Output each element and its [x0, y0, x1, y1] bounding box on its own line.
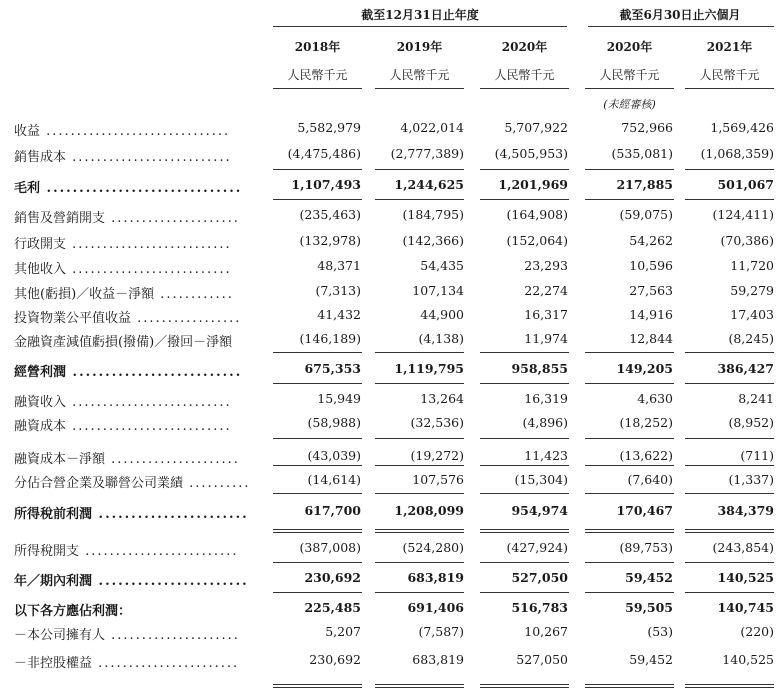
row-label — [14, 472, 262, 491]
cell-value: (15,304) — [514, 472, 568, 487]
row-label-text: 行政開支 — [14, 237, 67, 252]
table-rule — [480, 169, 569, 170]
leader-dots: ....................... — [92, 574, 249, 589]
table-rule — [585, 529, 674, 530]
cell-value: 170,467 — [616, 503, 673, 518]
table-rule — [685, 684, 774, 685]
cell-value: 5,582,979 — [297, 120, 361, 135]
cell-value: 958,855 — [511, 361, 568, 376]
cell-value: (7,313) — [315, 283, 361, 298]
row-label — [14, 503, 262, 522]
cell-value: 691,406 — [407, 600, 464, 615]
table-rule — [480, 562, 569, 563]
cell-value: (152,064) — [506, 233, 568, 248]
table-rule — [585, 684, 674, 685]
table-rule — [480, 592, 569, 593]
column-unit: 人民幣千元 — [389, 68, 450, 82]
cell-value: (13,622) — [619, 448, 673, 463]
cell-value: 44,900 — [420, 307, 464, 322]
row-label-text: 融資成本 — [14, 419, 67, 434]
cell-value: 17,403 — [730, 307, 774, 322]
row-label — [14, 540, 262, 559]
row-label-text: 銷售及營銷開支 — [14, 211, 106, 226]
leader-dots: .......................... — [66, 395, 232, 410]
table-rule — [685, 465, 774, 466]
cell-value: 149,205 — [616, 361, 673, 376]
cell-value: (53) — [647, 624, 673, 639]
cell-value: (7,640) — [627, 472, 673, 487]
row-label-text: 經營利潤 — [14, 365, 67, 380]
cell-value: (8,245) — [728, 331, 774, 346]
cell-value: (146,189) — [299, 331, 361, 346]
table-rule — [685, 529, 774, 530]
cell-value: (387,008) — [299, 540, 361, 555]
row-label — [14, 600, 262, 619]
cell-value: (142,366) — [402, 233, 464, 248]
table-rule — [585, 493, 674, 494]
table-rule — [375, 592, 464, 593]
cell-value: 48,371 — [317, 258, 361, 273]
cell-value: (14,614) — [307, 472, 361, 487]
table-rule — [273, 465, 362, 466]
column-year: 2021年 — [706, 40, 753, 54]
leader-dots: ................. — [131, 311, 242, 326]
unit-underline — [480, 88, 569, 89]
table-rule — [480, 687, 569, 688]
table-rule — [585, 199, 674, 200]
cell-value: (59,075) — [619, 207, 673, 222]
cell-value: (132,978) — [299, 233, 361, 248]
table-rule — [685, 199, 774, 200]
cell-value: (1,068,359) — [700, 146, 774, 161]
table-rule — [273, 493, 362, 494]
cell-value: 54,435 — [420, 258, 464, 273]
cell-value: (43,039) — [307, 448, 361, 463]
cell-value: (524,280) — [402, 540, 464, 555]
leader-dots: ..................... — [105, 628, 240, 643]
column-unit: 人民幣千元 — [599, 68, 660, 82]
cell-value: 59,279 — [730, 283, 774, 298]
table-rule — [685, 687, 774, 688]
table-rule — [585, 352, 674, 353]
table-rule — [480, 465, 569, 466]
cell-value: 386,427 — [717, 361, 774, 376]
table-rule — [585, 687, 674, 688]
cell-value: 140,525 — [717, 570, 774, 585]
cell-value: 59,452 — [629, 652, 673, 667]
cell-value: (235,463) — [299, 207, 361, 222]
table-rule — [585, 438, 674, 439]
column-unit: 人民幣千元 — [287, 68, 348, 82]
group-header-interim: 截至6月30日止六個月 — [619, 8, 741, 22]
cell-value: (32,536) — [410, 415, 464, 430]
table-rule — [685, 169, 774, 170]
table-rule — [480, 383, 569, 384]
row-label-text: －非控股權益 — [14, 656, 93, 671]
cell-value: 15,949 — [317, 391, 361, 406]
cell-value: 11,974 — [524, 331, 568, 346]
table-rule — [685, 438, 774, 439]
cell-value: (427,924) — [506, 540, 568, 555]
leader-dots: .......................... — [66, 365, 243, 380]
row-label — [14, 146, 262, 165]
cell-value: 12,844 — [629, 331, 673, 346]
row-label-text: 所得稅開支 — [14, 544, 80, 559]
cell-value: 384,379 — [717, 503, 774, 518]
cell-value: 10,267 — [524, 624, 568, 639]
row-label-text: 銷售成本 — [14, 150, 67, 165]
table-rule — [480, 352, 569, 353]
cell-value: (4,505,953) — [494, 146, 568, 161]
leader-dots: .......................... — [66, 419, 232, 434]
cell-value: 16,317 — [524, 307, 568, 322]
leader-dots: .......... — [183, 476, 251, 491]
unit-underline — [273, 88, 362, 89]
cell-value: (243,854) — [712, 540, 774, 555]
leader-dots: ..................... — [105, 211, 240, 226]
table-rule — [685, 383, 774, 384]
cell-value: 27,563 — [629, 283, 673, 298]
cell-value: 1,569,426 — [710, 120, 774, 135]
cell-value: 230,692 — [309, 652, 361, 667]
table-rule — [480, 529, 569, 530]
table-rule — [273, 383, 362, 384]
cell-value: 1,119,795 — [394, 361, 464, 376]
table-rule — [273, 684, 362, 685]
cell-value: 11,423 — [524, 448, 568, 463]
row-label-text: 其他(虧損)／收益－淨額 — [14, 287, 155, 302]
cell-value: 675,353 — [304, 361, 361, 376]
row-label — [14, 391, 262, 410]
cell-value: 752,966 — [621, 120, 673, 135]
table-rule — [375, 532, 464, 533]
table-rule — [375, 529, 464, 530]
cell-value: (124,411) — [712, 207, 774, 222]
column-unit: 人民幣千元 — [699, 68, 760, 82]
cell-value: 107,134 — [412, 283, 464, 298]
cell-value: 10,596 — [629, 258, 673, 273]
table-rule — [585, 532, 674, 533]
table-rule — [273, 687, 362, 688]
table-rule — [375, 199, 464, 200]
column-unit: 人民幣千元 — [494, 68, 555, 82]
table-rule — [375, 383, 464, 384]
column-year: 2020年 — [606, 40, 653, 54]
table-rule — [685, 493, 774, 494]
row-label — [14, 307, 262, 326]
cell-value: 59,505 — [625, 600, 673, 615]
leader-dots: .......................... — [66, 237, 232, 252]
table-rule — [480, 493, 569, 494]
row-label — [14, 415, 262, 434]
row-label-text: 年／期內利潤 — [14, 574, 93, 589]
row-label — [14, 448, 262, 467]
table-rule — [375, 169, 464, 170]
cell-value: (58,988) — [307, 415, 361, 430]
row-label — [14, 258, 262, 277]
cell-value: 1,201,969 — [498, 177, 568, 192]
unaudited-note: (未經審核) — [603, 98, 656, 111]
cell-value: 23,293 — [524, 258, 568, 273]
table-rule — [375, 493, 464, 494]
cell-value: (89,753) — [619, 540, 673, 555]
table-rule — [375, 687, 464, 688]
row-label — [14, 283, 262, 302]
cell-value: 683,819 — [407, 570, 464, 585]
cell-value: (4,896) — [522, 415, 568, 430]
row-label — [14, 120, 262, 139]
cell-value: 954,974 — [511, 503, 568, 518]
table-rule — [585, 465, 674, 466]
row-label-text: 融資成本－淨額 — [14, 452, 106, 467]
cell-value: 617,700 — [304, 503, 361, 518]
table-rule — [375, 684, 464, 685]
cell-value: 59,452 — [625, 570, 673, 585]
cell-value: (2,777,389) — [390, 146, 464, 161]
leader-dots: .......................... — [66, 262, 232, 277]
table-rule — [375, 438, 464, 439]
cell-value: 16,319 — [524, 391, 568, 406]
group-header-annual: 截至12月31日止年度 — [361, 8, 479, 22]
group-header-interim-line — [588, 26, 774, 27]
cell-value: 225,485 — [304, 600, 361, 615]
cell-value: 22,274 — [524, 283, 568, 298]
leader-dots: .......................... — [66, 150, 232, 165]
cell-value: 230,692 — [304, 570, 361, 585]
cell-value: (711) — [740, 448, 774, 463]
table-rule — [273, 199, 362, 200]
table-rule — [585, 592, 674, 593]
cell-value: 1,244,625 — [394, 177, 464, 192]
row-label-text: 收益 — [14, 124, 41, 139]
cell-value: 41,432 — [317, 307, 361, 322]
cell-value: 217,885 — [616, 177, 673, 192]
table-rule — [375, 352, 464, 353]
table-rule — [273, 438, 362, 439]
cell-value: 8,241 — [738, 391, 774, 406]
unit-underline — [375, 88, 464, 89]
cell-value: 1,208,099 — [394, 503, 464, 518]
table-rule — [273, 529, 362, 530]
row-label — [14, 331, 262, 350]
cell-value: (70,386) — [720, 233, 774, 248]
cell-value: 683,819 — [412, 652, 464, 667]
cell-value: (19,272) — [410, 448, 464, 463]
table-rule — [685, 562, 774, 563]
cell-value: 5,207 — [325, 624, 361, 639]
table-rule — [585, 562, 674, 563]
table-rule — [685, 592, 774, 593]
leader-dots: ......................... — [79, 544, 239, 559]
row-label — [14, 207, 262, 226]
leader-dots: ............ — [154, 287, 234, 302]
table-rule — [480, 684, 569, 685]
group-header-annual-line — [273, 26, 567, 27]
cell-value: 4,630 — [637, 391, 673, 406]
table-rule — [480, 532, 569, 533]
cell-value: 107,576 — [412, 472, 464, 487]
cell-value: 140,525 — [722, 652, 774, 667]
row-label-text: 其他收入 — [14, 262, 67, 277]
row-label — [14, 570, 262, 589]
cell-value: (18,252) — [619, 415, 673, 430]
column-year: 2020年 — [501, 40, 548, 54]
row-label — [14, 652, 262, 671]
table-rule — [273, 352, 362, 353]
row-label — [14, 624, 262, 643]
leader-dots: .............................. — [40, 124, 231, 139]
row-label — [14, 233, 262, 252]
row-label — [14, 361, 262, 380]
row-label-text: 以下各方應佔利潤： — [14, 604, 132, 619]
table-rule — [273, 562, 362, 563]
cell-value: 54,262 — [629, 233, 673, 248]
cell-value: 5,707,922 — [504, 120, 568, 135]
leader-dots: ..................... — [105, 452, 240, 467]
column-year: 2019年 — [396, 40, 443, 54]
cell-value: 1,107,493 — [291, 177, 361, 192]
table-rule — [585, 169, 674, 170]
unit-underline — [685, 88, 774, 89]
cell-value: (184,795) — [402, 207, 464, 222]
table-rule — [685, 352, 774, 353]
cell-value: 11,720 — [730, 258, 774, 273]
cell-value: (535,081) — [611, 146, 673, 161]
cell-value: 13,264 — [420, 391, 464, 406]
column-year: 2018年 — [294, 40, 341, 54]
cell-value: (220) — [740, 624, 774, 639]
row-label-text: 毛利 — [14, 181, 41, 196]
table-rule — [480, 438, 569, 439]
row-label-text: 投資物業公平值收益 — [14, 311, 132, 326]
table-rule — [273, 169, 362, 170]
row-label-text: 融資收入 — [14, 395, 67, 410]
row-label-text: 金融資產減值虧損(撥備)／撥回－淨額 — [14, 335, 233, 350]
unit-underline — [585, 88, 674, 89]
row-label-text: 分佔合營企業及聯營公司業績 — [14, 476, 184, 491]
cell-value: 527,050 — [511, 570, 568, 585]
table-rule — [375, 465, 464, 466]
leader-dots: ....................... — [92, 656, 240, 671]
row-label-text: －本公司擁有人 — [14, 628, 106, 643]
cell-value: 516,783 — [511, 600, 568, 615]
cell-value: 501,067 — [717, 177, 774, 192]
cell-value: 4,022,014 — [400, 120, 464, 135]
row-label — [14, 177, 262, 196]
cell-value: 140,745 — [717, 600, 774, 615]
table-rule — [480, 199, 569, 200]
cell-value: (8,952) — [728, 415, 774, 430]
cell-value: (164,908) — [506, 207, 568, 222]
cell-value: (4,138) — [418, 331, 464, 346]
cell-value: (7,587) — [418, 624, 464, 639]
cell-value: 527,050 — [516, 652, 568, 667]
table-rule — [685, 532, 774, 533]
table-rule — [375, 562, 464, 563]
cell-value: (1,337) — [728, 472, 774, 487]
table-rule — [273, 532, 362, 533]
table-rule — [585, 383, 674, 384]
leader-dots: ....................... — [92, 507, 249, 522]
leader-dots: .............................. — [40, 181, 243, 196]
cell-value: 14,916 — [629, 307, 673, 322]
cell-value: (4,475,486) — [287, 146, 361, 161]
row-label-text: 所得稅前利潤 — [14, 507, 93, 522]
table-rule — [273, 592, 362, 593]
